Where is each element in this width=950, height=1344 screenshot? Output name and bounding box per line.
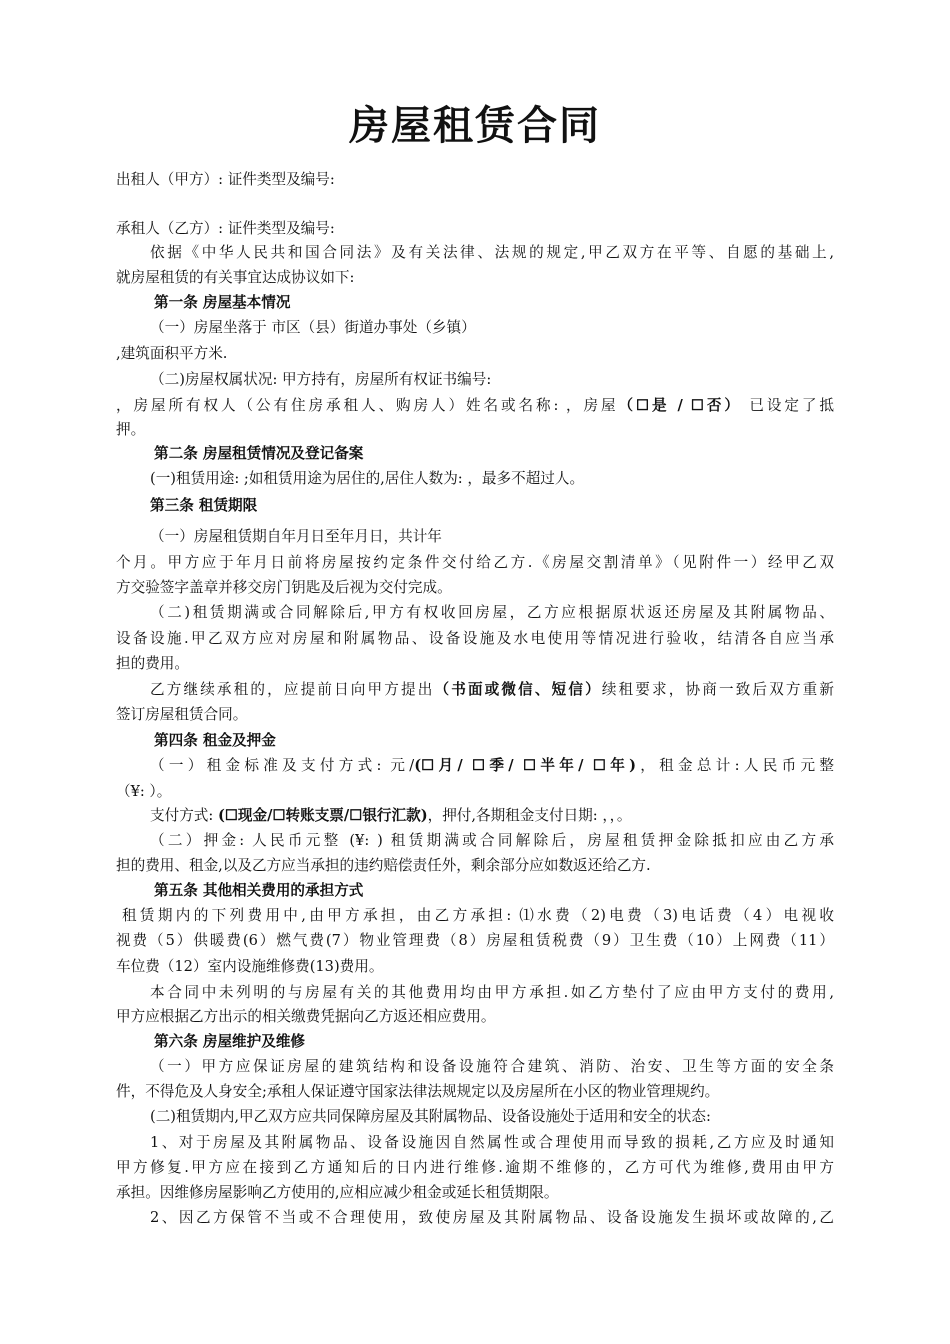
art1-line-2: ,建筑面积平方米.: [116, 345, 228, 362]
art6-line-1: （一）甲方应保证房屋的建筑结构和设备设施符合建筑、消防、治安、卫生等方面的安全条: [150, 1058, 834, 1075]
art4-line-3: 支付方式: (☐现金/☐转账支票/☐银行汇款)，押付,各期租金支付日期: ，，。: [150, 807, 632, 824]
art4-line-5: 担的费用、租金,以及乙方应当承担的违约赔偿责任外，剩余部分应如数返还给乙方.: [116, 857, 651, 874]
article-4-heading: 第四条 租金及押金: [154, 732, 276, 749]
art4-line-1: （一）租金标准及支付方式: 元/(☐月/ ☐季/ ☐半年/ ☐年)，租金总计:人民币元整: [150, 757, 834, 774]
art3-line-5: 设备设施.甲乙双方应对房屋和附属物品、设备设施及水电使用等情况进行验收，结清各自应当承: [116, 630, 834, 647]
article-5-heading: 第五条 其他相关费用的承担方式: [154, 882, 364, 899]
art5-line-1: 租赁期内的下列费用中,由甲方承担，由乙方承担: ⑴水费（2)电费（3)电话费（4）电视收: [122, 907, 834, 924]
art3-line-4: （二)租赁期满或合同解除后,甲方有权收回房屋，乙方应根据原状返还房屋及其附属物品、: [150, 604, 834, 621]
art6-line-6: 承担。因维修房屋影响乙方使用的,应相应减少租金或延长租赁期限。: [116, 1184, 559, 1201]
art3-line-3: 方交验签字盖章并移交房门钥匙及后视为交付完成。: [116, 579, 452, 596]
art3-line-1: （一）房屋租赁期自年月日至年月日，共计年: [150, 528, 442, 545]
article-3-heading: 第三条 租赁期限: [150, 497, 258, 514]
art3-line-7: 乙方继续承租的，应提前日向甲方提出（书面或微信、短信）续租要求，协商一致后双方重新: [150, 681, 834, 698]
document-title: 房屋租赁合同: [349, 102, 601, 149]
art4-line-2: （¥: ）。: [116, 783, 172, 800]
article-6-heading: 第六条 房屋维护及维修: [154, 1033, 306, 1050]
art6-line-3: (二)租赁期内,甲乙双方应共同保障房屋及其附属物品、设备设施处于适用和安全的状态:: [150, 1108, 711, 1125]
art1-line-4: ，房屋所有权人（公有住房承租人、购房人）姓名或名称: ，房屋（☐是 / ☐否） 已设定了抵: [116, 397, 834, 414]
art5-line-4: 本合同中未列明的与房屋有关的其他费用均由甲方承担.如乙方垫付了应由甲方支付的费用,: [150, 984, 834, 1001]
art1-line-5: 押。: [116, 421, 146, 438]
art6-line-4: 1、对于房屋及其附属物品、设备设施因自然属性或合理使用而导致的损耗,乙方应及时通知: [150, 1134, 834, 1151]
intro-line-2: 就房屋租赁的有关事宜达成协议如下:: [116, 269, 355, 286]
art2-line-1: (一)租赁用途: ;如租赁用途为居住的,居住人数为: ，最多不超过人。: [150, 470, 585, 487]
art1-line-1: （一）房屋坐落于 市区（县）街道办事处（乡镇）: [150, 319, 476, 336]
art6-line-2: 件，不得危及人身安全;承租人保证遵守国家法律法规规定以及房屋所在小区的物业管理规约。: [116, 1083, 720, 1100]
art4-line-4: （二）押金: 人民币元整 (¥: ) 租赁期满或合同解除后，房屋租赁押金除抵扣应由乙方承: [150, 832, 834, 849]
article-2-heading: 第二条 房屋租赁情况及登记备案: [154, 445, 364, 462]
art6-line-5: 甲方修复.甲方应在接到乙方通知后的日内进行维修.逾期不维修的，乙方可代为维修,费用由甲方: [116, 1159, 834, 1176]
art1-line-3: （二)房屋权属状况: 甲方持有，房屋所有权证书编号:: [150, 371, 492, 388]
art3-line-8: 签订房屋租赁合同。: [116, 706, 248, 723]
art3-line-2: 个月。甲方应于年月日前将房屋按约定条件交付给乙方.《房屋交割清单》（见附件一）经甲乙双: [116, 554, 834, 571]
article-1-heading: 第一条 房屋基本情况: [154, 294, 291, 311]
art5-line-5: 甲方应根据乙方出示的相关缴费凭据向乙方返还相应费用。: [116, 1008, 496, 1025]
intro-line-1: 依据《中华人民共和国合同法》及有关法律、法规的规定,甲乙双方在平等、自愿的基础上,: [150, 244, 834, 261]
lessee-line: 承租人（乙方）: 证件类型及编号:: [116, 220, 335, 237]
art3-line-6: 担的费用。: [116, 655, 189, 672]
art6-line-7: 2、因乙方保管不当或不合理使用，致使房屋及其附属物品、设备设施发生损坏或故障的,乙: [150, 1209, 834, 1226]
art5-line-3: 车位费（12）室内设施维修费(13)费用。: [116, 958, 384, 975]
lessor-line: 出租人（甲方）: 证件类型及编号:: [116, 171, 335, 188]
art5-line-2: 视费（5）供暖费(6）燃气费(7）物业管理费（8）房屋租赁税费（9）卫生费（10）上网费（11）: [116, 932, 834, 949]
